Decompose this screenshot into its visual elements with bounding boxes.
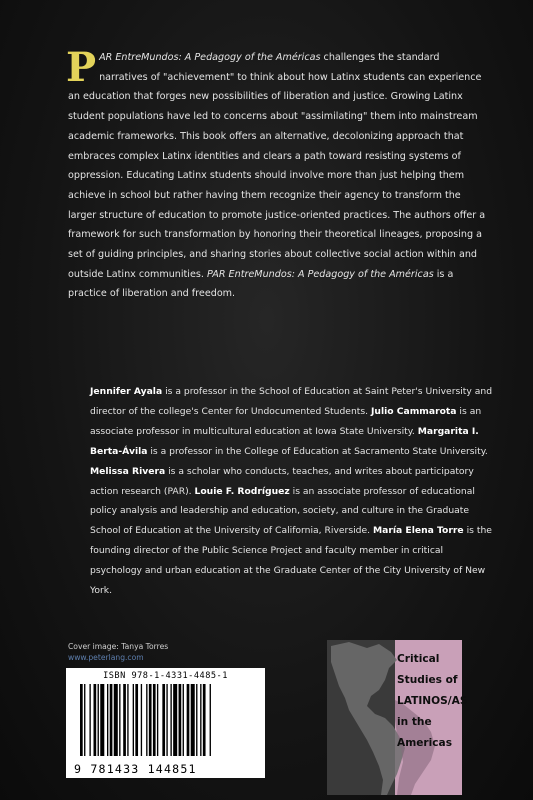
series-line: Critical (397, 653, 440, 665)
author-bio: is an associate professor in multicultural education at Iowa State University. (90, 405, 482, 437)
isbn-number: 9 781433 144851 (74, 762, 197, 776)
isbn-label: ISBN 978-1-4331-4485-1 (103, 671, 228, 681)
blurb-closing: is a practice of liberation and freedom. (68, 268, 454, 300)
series-logo (327, 640, 468, 795)
author-bio: is a professor in the College of Education at Sacramento State University. (147, 445, 488, 457)
credits (68, 641, 168, 663)
series-line: Americas (397, 737, 453, 749)
author-bio: is a professor in the School of Education at Saint Peter's University and director of the college's Center for Undocumented Students. (90, 386, 493, 417)
author-name: Louie F. Rodríguez (194, 485, 290, 497)
author-name: Julio Cammarota (371, 405, 457, 417)
series-line: LATINOS/AS (397, 695, 468, 707)
series-line: Studies of (397, 674, 458, 686)
author-name: Margarita I. Berta-Ávila (90, 425, 479, 457)
back-cover-blurb (66, 44, 488, 304)
barcode-bars (80, 684, 252, 756)
isbn-barcode (66, 668, 265, 778)
publisher-url[interactable]: www.peterlang.com (68, 653, 144, 662)
author-name: Jennifer Ayala (90, 386, 163, 397)
series-title (397, 649, 468, 754)
series-line: in the (397, 716, 432, 728)
author-bios (90, 382, 495, 601)
drop-cap: P (66, 44, 97, 91)
author-bio: is an associate professor of educational policy analysis and leadership and education, society, and culture in the Graduate School of Education at the University of California, Riverside. (90, 485, 475, 537)
author-name: María Elena Torre (373, 525, 464, 537)
blurb-text: challenges the standard narratives of "achievement" to think about how Latinx students can experience an education that forges new possibilities of liberation and justice. Growing Latinx student populations have led to concerns about "assimilating" them into mainstream academic frameworks. This book offers an alternative, decolonizing approach that embraces complex Latinx identities and clears a path toward resisting systems of oppression. Educating Latinx students should involve more than just helping them achieve in school but rather having them recognize their agency to transform the larger structure of education to promote justice-oriented practices. The authors offer a framework for such transformation by honoring their theoretical lineages, proposing a set of guiding principles, and sharing stories about collective social action within and outside Latinx communities. (68, 52, 486, 280)
cover-image-credit: Cover image: Tanya Torres (68, 642, 169, 651)
book-title: AR EntreMundos: A Pedagogy of the Américas (99, 52, 321, 63)
author-bio: is the founding director of the Public Science Project and faculty member in critical psychology and urban education at the Graduate Center of the City University of New York. (90, 525, 492, 597)
book-title-repeat: PAR EntreMundos: A Pedagogy of the Américas (206, 268, 434, 280)
author-bio: is a scholar who conducts, teaches, and writes about participatory action research (PAR). (90, 465, 474, 497)
author-name: Melissa Rivera (90, 465, 166, 477)
